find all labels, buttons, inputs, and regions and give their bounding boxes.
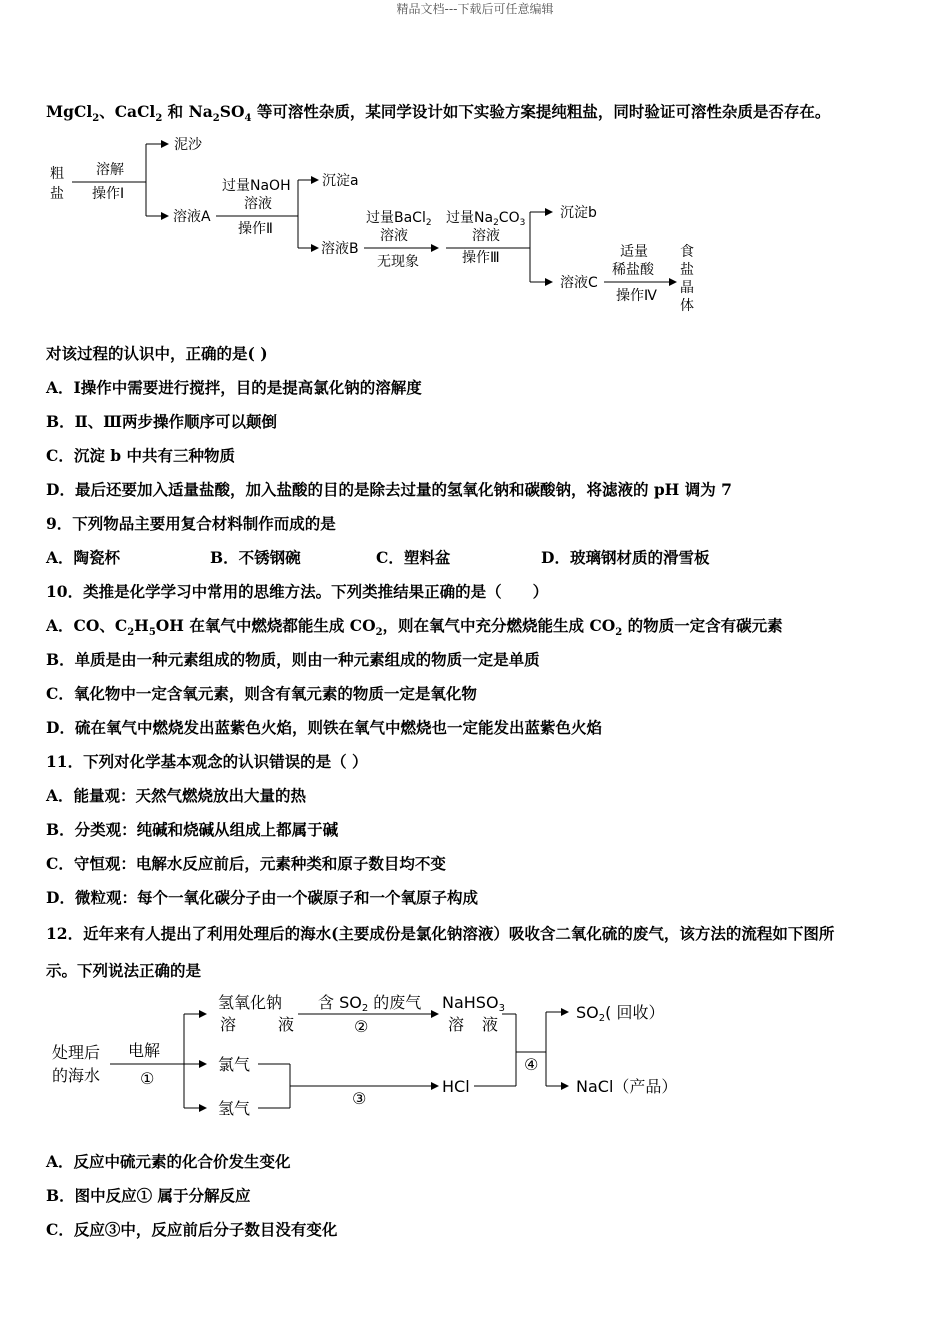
intro-text [46, 102, 831, 125]
intro-sub: 2 [155, 113, 163, 125]
reaction-3-label: ③ [352, 1089, 367, 1108]
page-header: 精品文档---下载后可任意编辑 [396, 2, 554, 16]
step4-label: 过量$Na_2CO_3$ [446, 210, 526, 228]
step5-label: 适量 [620, 244, 648, 260]
intro-part: MgCl [46, 102, 93, 121]
solution-a-label: 溶液A [173, 209, 211, 225]
salt-purification-diagram [40, 132, 760, 322]
q10-a-sub: 5 [148, 627, 156, 639]
q12-stem-continued: 示。下列说法正确的是 [46, 961, 202, 980]
q9-option-d: D．玻璃钢材质的滑雪板 [541, 548, 710, 567]
chlorine-label: 氯气 [218, 1055, 251, 1074]
nahso3-label: NaHSO3 [442, 993, 505, 1014]
naoh-solution-label: 氢氧化钠 [218, 993, 283, 1012]
q12-stem: 12．近年来有人提出了利用处理后的海水(主要成份是氯化钠溶液）吸收含二氧化硫的废气，该方法的流程如下图所 [46, 924, 835, 943]
intro-part: 、CaCl [99, 102, 156, 121]
q10-a-part: H [134, 616, 149, 635]
q8-option-a: A．Ⅰ操作中需要进行搅拌，目的是提高氯化钠的溶解度 [46, 378, 422, 397]
crude-salt-label: 盐 [50, 186, 64, 202]
solution-c-label: 溶液C [560, 275, 598, 291]
q10-a-sub: 2 [127, 627, 135, 639]
q9-option-b: B．不锈钢碗 [210, 548, 301, 567]
intro-part: 等可溶性杂质，某同学设计如下实验方案提纯粗盐，同时验证可溶性杂质是否存在。 [251, 102, 831, 121]
q8-option-b: B．Ⅱ、Ⅲ两步操作顺序可以颠倒 [46, 412, 278, 431]
q10-option-a [46, 616, 783, 639]
hydrogen-label: 氢气 [218, 1099, 251, 1118]
step1-label: 溶解 [96, 162, 124, 178]
q10-option-d: D．硫在氧气中燃烧发出蓝紫色火焰，则铁在氧气中燃烧也一定能发出蓝紫色火焰 [46, 718, 602, 737]
electrolysis-label: 电解 [128, 1041, 161, 1060]
q12-option-a: A．反应中硫元素的化合价发生变化 [46, 1152, 291, 1171]
mud-label: 泥沙 [174, 137, 202, 153]
reaction-4-label: ④ [524, 1055, 539, 1074]
intro-sub: 2 [92, 113, 100, 125]
nahso3-label: 溶 [448, 1015, 465, 1034]
naoh-solution-label: 溶 [220, 1015, 237, 1034]
seawater-label: 处理后 [52, 1043, 101, 1062]
q11-option-a: A．能量观：天然气燃烧放出大量的热 [46, 786, 307, 805]
step3-label: 溶液 [380, 228, 408, 244]
q10-a-part: OH 在氧气中燃烧都能生成 CO [155, 616, 376, 635]
step5-op: 操作Ⅳ [616, 288, 657, 304]
seawater-flow-diagram [46, 988, 686, 1128]
salt-crystal-label: 晶 [680, 280, 694, 296]
step5-label: 稀盐酸 [612, 262, 654, 278]
salt-crystal-label: 盐 [680, 262, 694, 278]
q10-option-c: C．氧化物中一定含氧元素，则含有氧元素的物质一定是氧化物 [46, 684, 477, 703]
step4-label: 溶液 [472, 228, 500, 244]
seawater-label: 的海水 [52, 1066, 101, 1085]
step1-op: 操作Ⅰ [92, 186, 125, 202]
q9-option-c: C．塑料盆 [376, 548, 451, 567]
precipitate-b-label: 沉淀b [560, 205, 597, 221]
q9-option-a: A．陶瓷杯 [46, 548, 121, 567]
so2-recycle-label: SO2( 回收） [576, 1003, 665, 1024]
q11-option-b: B．分类观：纯碱和烧碱从组成上都属于碱 [46, 820, 339, 839]
q8-stem: 对该过程的认识中，正确的是( ) [46, 344, 268, 363]
step2-label: 过量NaOH [222, 178, 291, 194]
salt-crystal-label: 体 [680, 298, 694, 314]
intro-part: 和 Na [162, 102, 213, 121]
solution-b-label: 溶液B [321, 241, 359, 257]
nahso3-label: 液 [482, 1015, 499, 1034]
hcl-label: HCl [442, 1077, 470, 1096]
step3-observation: 无现象 [377, 254, 419, 270]
step3-label: 过量BaCl$_2$ [366, 210, 432, 228]
step4-op: 操作Ⅲ [462, 250, 500, 266]
intro-part: SO [219, 102, 245, 121]
step2-label: 溶液 [244, 196, 272, 212]
q12-option-c: C．反应③中，反应前后分子数目没有变化 [46, 1220, 338, 1239]
q10-a-part: ，则在氧气中充分燃烧能生成 CO [382, 616, 616, 635]
q11-stem: 11．下列对化学基本观念的认识错误的是（ ） [46, 752, 368, 771]
reaction-1-label: ① [140, 1069, 155, 1088]
q10-stem: 10．类推是化学学习中常用的思维方法。下列类推结果正确的是（ ） [46, 582, 549, 601]
q8-option-c: C．沉淀 b 中共有三种物质 [46, 446, 235, 465]
q10-option-b: B．单质是由一种元素组成的物质，则由一种元素组成的物质一定是单质 [46, 650, 540, 669]
reaction-2-label: ② [354, 1017, 369, 1036]
q10-a-part: 的物质一定含有碳元素 [622, 616, 783, 635]
q12-option-b: B．图中反应① 属于分解反应 [46, 1186, 251, 1205]
crude-salt-label: 粗 [50, 166, 64, 182]
q8-option-d: D．最后还要加入适量盐酸，加入盐酸的目的是除去过量的氢氧化钠和碳酸钠，将滤液的 pH 调为 7 [46, 480, 732, 499]
q10-a-part: A．CO、C [46, 616, 128, 635]
q10-a-sub: 2 [615, 627, 623, 639]
intro-sub: 4 [244, 113, 252, 125]
q9-stem: 9．下列物品主要用复合材料制作而成的是 [46, 514, 336, 533]
precipitate-a-label: 沉淀a [322, 173, 359, 189]
salt-crystal-label: 食 [680, 244, 694, 260]
step2-op: 操作Ⅱ [238, 221, 273, 237]
naoh-solution-label: 液 [278, 1015, 295, 1034]
q11-option-d: D．微粒观：每个一氧化碳分子由一个碳原子和一个氧原子构成 [46, 888, 478, 907]
q11-option-c: C．守恒观：电解水反应前后，元素种类和原子数目均不变 [46, 854, 446, 873]
nacl-product-label: NaCl（产品） [576, 1077, 678, 1096]
q10-a-sub: 2 [375, 627, 383, 639]
intro-sub: 2 [212, 113, 220, 125]
so2-waste-gas-label: 含 SO2 的废气 [318, 993, 422, 1014]
